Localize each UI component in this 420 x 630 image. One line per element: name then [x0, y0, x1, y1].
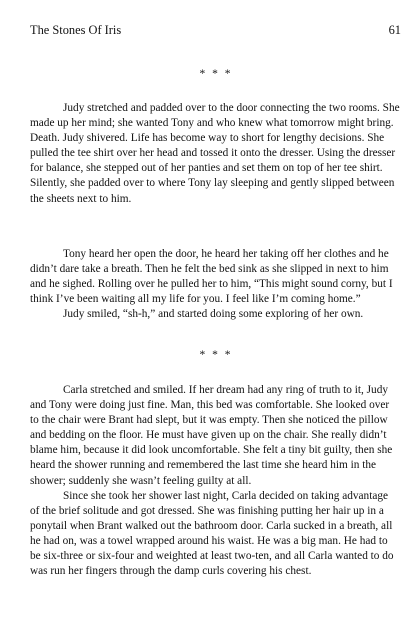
- scene-break-separator: * * *: [199, 68, 233, 80]
- text-block-tony: [30, 247, 400, 322]
- paragraph: Carla stretched and smiled. If her dream had any ring of truth to it, Judy and Tony were doing just fine. Man, this bed was comfortable. She looked over to the chair were Brant had slept, but it was empty. Then she noticed the pillow and bedding on the floor. He must have given up on the chair. She really didn’t blame him, because it did look uncomfortable. She felt a tiny bit guilty, then she heard the shower running and remembered the last time she heard him in the shower; suddenly she wasn’t feeling guilty at all.: [30, 384, 393, 487]
- running-header: [30, 22, 401, 38]
- paragraph: Judy stretched and padded over to the door connecting the two rooms. She made up her mind; she wanted Tony and who knew what tomorrow might bring. Death. Judy shivered. Life has become way to short for lengthy decisions. She pulled the tee shirt over her head and tossed it onto the dresser. Using the dresser for balance, she stepped out of her panties and set them on top of her tee shirt. Silently, she padded over to where Tony lay sleeping and gently slipped between the sheets next to him.: [30, 102, 400, 205]
- text-block-judy: [30, 101, 400, 207]
- book-title: The Stones Of Iris: [30, 23, 122, 37]
- page-number: 61: [388, 23, 401, 37]
- scene-break-separator: * * *: [199, 349, 233, 361]
- text-block-carla: [30, 383, 400, 579]
- paragraph: Since she took her shower last night, Carla decided on taking advantage of the brief solitude and got dressed. She was finishing putting her hair up in a ponytail when Brant walked out the bathroom door. Carla sucked in a breath, all he had on, was a towel wrapped around his waist. He was a big man. He had to be six-three or six-four and weighted at least two-ten, and all Carla wanted to do was run her fingers through the damp curls covering his chest.: [30, 489, 394, 578]
- paragraph: Judy smiled, “sh-h,” and started doing some exploring of her own.: [63, 308, 364, 321]
- paragraph: Tony heard her open the door, he heard her taking off her clothes and he didn’t dare take a breath. Then he felt the bed sink as she slipped in next to him and he sighed. Rolling over he pulled her to him, “This might sound corny, but I think I’ve been waiting all my life for you. I feel like I’m coming home.”: [30, 248, 393, 306]
